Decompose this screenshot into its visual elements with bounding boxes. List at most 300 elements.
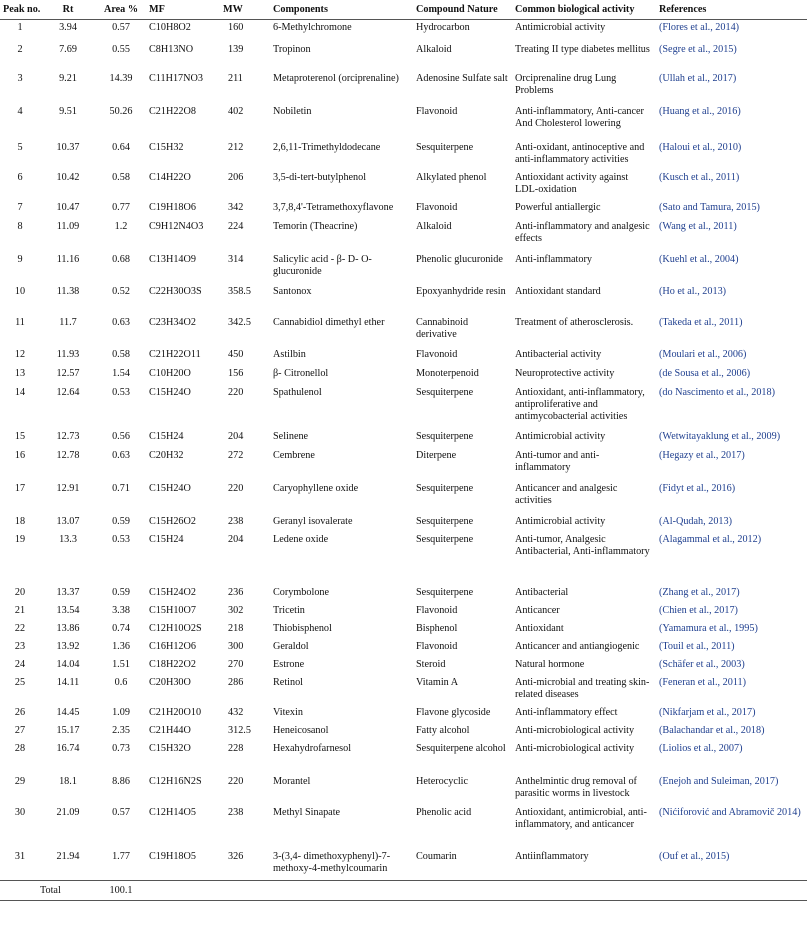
reference-cell[interactable]: (Touil et al., 2011) [659, 640, 735, 652]
table-row [0, 639, 807, 657]
reference-cell[interactable]: (Liolios et al., 2007) [659, 742, 743, 754]
biological-activity-cell: Antioxidant [515, 622, 564, 634]
peak-cell: 25 [14, 676, 26, 688]
biological-activity-cell: Anti-microbiological activity [515, 724, 635, 736]
rt-cell: 21.09 [56, 806, 80, 818]
rt-cell: 13.3 [59, 533, 77, 545]
area-percent-cell: 0.58 [112, 348, 130, 360]
area-percent-cell: 8.86 [112, 775, 130, 787]
molecular-weight-cell: 402 [228, 105, 244, 117]
table-row [0, 723, 807, 741]
rt-cell: 11.16 [56, 253, 80, 265]
compound-nature-cell: Sesquiterpene [416, 386, 474, 398]
component-name-cell: Morantel [273, 775, 311, 787]
compound-nature-cell: Monoterpenoid [416, 367, 479, 379]
reference-cell[interactable]: (Moulari et al., 2006) [659, 348, 747, 360]
area-percent-cell: 0.63 [112, 449, 130, 461]
component-name-cell: Cannabidiol dimethyl ether [273, 316, 385, 328]
molecular-weight-cell: 156 [228, 367, 244, 379]
peak-cell: 6 [17, 171, 23, 183]
table-row [0, 675, 807, 705]
table-row [0, 104, 807, 140]
component-name-cell: Tropinon [273, 43, 311, 55]
biological-activity-cell: Antioxidant, antimicrobial, anti-inflammatory, and anticancer [515, 806, 647, 830]
compound-nature-cell: Bisphenol [416, 622, 458, 634]
table-row [0, 385, 807, 429]
component-name-cell: 3,5-di-tert-butylphenol [273, 171, 367, 183]
rt-cell: 13.92 [56, 640, 80, 652]
compound-nature-cell: Epoxyanhydride resin [416, 285, 506, 297]
rt-cell: 12.78 [56, 449, 80, 461]
rt-cell: 12.91 [56, 482, 80, 494]
molecular-weight-cell: 206 [228, 171, 244, 183]
table-row [0, 71, 807, 104]
area-percent-cell: 0.74 [112, 622, 130, 634]
component-name-cell: Selinene [273, 430, 309, 442]
area-percent-cell: 0.55 [112, 43, 130, 55]
biological-activity-cell: Antimicrobial activity [515, 515, 606, 527]
compound-nature-cell: Sesquiterpene [416, 533, 474, 545]
molecular-formula-cell: C15H24O [149, 386, 191, 398]
table-row [0, 705, 807, 723]
component-name-cell: Corymbolone [273, 586, 330, 598]
col-header-area: Area % [96, 0, 146, 20]
compound-nature-cell: Fatty alcohol [416, 724, 470, 736]
reference-cell[interactable]: (Schäfer et al., 2003) [659, 658, 745, 670]
component-name-cell: Heneicosanol [273, 724, 329, 736]
reference-cell[interactable]: (Segre et al., 2015) [659, 43, 737, 55]
area-percent-cell: 0.57 [112, 806, 130, 818]
rt-cell: 9.51 [59, 105, 77, 117]
molecular-weight-cell: 302 [228, 604, 244, 616]
molecular-weight-cell: 139 [228, 43, 244, 55]
compound-nature-cell: Adenosine Sulfate salt [416, 72, 508, 84]
col-header-rt: Rt [40, 0, 96, 20]
reference-cell[interactable]: (Ullah et al., 2017) [659, 72, 737, 84]
peak-cell: 28 [14, 742, 26, 754]
biological-activity-cell: Anti-oxidant, antinoceptive and anti-inflammatory activities [515, 141, 645, 165]
molecular-weight-cell: 220 [228, 482, 244, 494]
table-row [0, 315, 807, 347]
molecular-weight-cell: 236 [228, 586, 244, 598]
rt-cell: 10.37 [56, 141, 80, 153]
molecular-formula-cell: C12H10O2S [149, 622, 202, 634]
biological-activity-cell: Antioxidant, anti-inflammatory, antiproliferative and antimycobacterial activities [515, 386, 645, 422]
compound-nature-cell: Sesquiterpene [416, 515, 474, 527]
compound-nature-cell: Phenolic acid [416, 806, 472, 818]
area-percent-cell: 1.77 [112, 850, 130, 862]
peak-cell: 20 [14, 586, 26, 598]
table-row [0, 252, 807, 284]
col-header-mf: MF [146, 0, 220, 20]
rt-cell: 11.38 [56, 285, 80, 297]
biological-activity-cell: Orciprenaline drug Lung Problems [515, 72, 617, 96]
biological-activity-cell: Treatment of atherosclerosis. [515, 316, 634, 328]
component-name-cell: Retinol [273, 676, 303, 688]
molecular-formula-cell: C21H22O8 [149, 105, 196, 117]
area-percent-cell: 0.57 [112, 22, 130, 33]
rt-cell: 14.45 [56, 706, 80, 718]
biological-activity-cell: Anti-inflammatory and analgesic effects [515, 220, 650, 244]
component-name-cell: Temorin (Theacrine) [273, 220, 358, 232]
molecular-formula-cell: C9H12N4O3 [149, 220, 204, 232]
biological-activity-cell: Anti-microbial and treating skin-related diseases [515, 676, 650, 700]
component-name-cell: Vitexin [273, 706, 303, 718]
molecular-formula-cell: C14H22O [149, 171, 191, 183]
biological-activity-cell: Anticancer and analgesic activities [515, 482, 618, 506]
compound-nature-cell: Flavone glycoside [416, 706, 491, 718]
component-name-cell: Geranyl isovalerate [273, 515, 353, 527]
compound-nature-cell: Flavonoid [416, 640, 458, 652]
reference-cell[interactable]: (Balachandar et al., 2018) [659, 724, 765, 736]
reference-cell[interactable]: (Haloui et al., 2010) [659, 141, 742, 153]
area-percent-cell: 14.39 [109, 72, 133, 84]
reference-cell[interactable]: (Alagammal et al., 2012) [659, 533, 762, 545]
molecular-formula-cell: C10H8O2 [149, 22, 191, 33]
peak-cell: 8 [17, 220, 23, 232]
molecular-formula-cell: C21H22O11 [149, 348, 201, 360]
biological-activity-cell: Treating II type diabetes mellitus [515, 43, 650, 55]
area-percent-cell: 0.59 [112, 515, 130, 527]
peak-cell: 27 [14, 724, 26, 736]
reference-cell[interactable]: (Sato and Tamura, 2015) [659, 201, 760, 213]
area-percent-cell: 0.52 [112, 285, 130, 297]
reference-cell[interactable]: (Takeda et al., 2011) [659, 316, 743, 328]
molecular-formula-cell: C20H32 [149, 449, 184, 461]
molecular-weight-cell: 204 [228, 430, 244, 442]
component-name-cell: Ledene oxide [273, 533, 329, 545]
area-percent-cell: 0.68 [112, 253, 130, 265]
peak-cell: 11 [15, 316, 25, 328]
area-percent-cell: 0.56 [112, 430, 130, 442]
component-name-cell: Tricetin [273, 604, 305, 616]
component-name-cell: Geraldol [273, 640, 309, 652]
molecular-formula-cell: C11H17NO3 [149, 72, 203, 84]
biological-activity-cell: Anticancer [515, 604, 560, 616]
compound-nature-cell: Sesquiterpene [416, 482, 474, 494]
area-percent-cell: 50.26 [109, 105, 133, 117]
area-percent-cell: 1.54 [112, 367, 130, 379]
component-name-cell: β- Citronellol [273, 367, 329, 379]
reference-cell[interactable]: (Nikfarjam et al., 2017) [659, 706, 756, 718]
molecular-weight-cell: 160 [228, 22, 244, 33]
molecular-formula-cell: C12H14O5 [149, 806, 196, 818]
biological-activity-cell: Antibacterial [515, 586, 569, 598]
reference-cell[interactable]: (Ouf et al., 2015) [659, 850, 730, 862]
molecular-formula-cell: C15H32O [149, 742, 191, 754]
reference-cell[interactable]: (Chien et al., 2017) [659, 604, 738, 616]
molecular-formula-cell: C18H22O2 [149, 658, 196, 670]
molecular-weight-cell: 270 [228, 658, 244, 670]
molecular-formula-cell: C19H18O6 [149, 201, 196, 213]
table-row [0, 140, 807, 170]
table-row [0, 849, 807, 881]
biological-activity-cell: Anticancer and antiangiogenic [515, 640, 640, 652]
biological-activity-cell: Antioxidant standard [515, 285, 601, 297]
molecular-formula-cell: C15H24 [149, 430, 184, 442]
compound-nature-cell: Hydrocarbon [416, 22, 470, 33]
component-name-cell: 2,6,11-Trimethyldodecane [273, 141, 381, 153]
compound-nature-cell: Flavonoid [416, 348, 458, 360]
component-name-cell: Methyl Sinapate [273, 806, 341, 818]
molecular-weight-cell: 218 [228, 622, 244, 634]
table-row [0, 170, 807, 200]
col-header-peak: Peak no. [0, 0, 40, 20]
reference-cell[interactable]: (Ho et al., 2013) [659, 285, 727, 297]
compound-nature-cell: Flavonoid [416, 604, 458, 616]
biological-activity-cell: Antiinflammatory [515, 850, 589, 862]
molecular-weight-cell: 204 [228, 533, 244, 545]
rt-cell: 21.94 [56, 850, 80, 862]
peak-cell: 12 [14, 348, 26, 360]
component-name-cell: 3-(3,4- dimethoxyphenyl)-7-methoxy-4-methylcoumarin [273, 850, 391, 874]
peak-cell: 15 [14, 430, 26, 442]
peak-cell: 19 [14, 533, 26, 545]
biological-activity-cell: Neuroprotective activity [515, 367, 615, 379]
molecular-weight-cell: 314 [228, 253, 244, 265]
biological-activity-cell: Anthelmintic drug removal of parasitic worms in livestock [515, 775, 637, 799]
reference-cell[interactable]: (Kusch et al., 2011) [659, 171, 740, 183]
component-name-cell: 3,7,8,4'-Tetramethoxyflavone [273, 201, 394, 213]
component-name-cell: Thiobisphenol [273, 622, 332, 634]
biological-activity-cell: Anti-inflammatory, Anti-cancer And Cholesterol lowering [515, 105, 644, 129]
compound-nature-cell: Sesquiterpene [416, 141, 474, 153]
molecular-weight-cell: 238 [228, 806, 244, 818]
peak-cell: 26 [14, 706, 26, 718]
component-name-cell: Metaproterenol (orciprenaline) [273, 72, 399, 84]
rt-cell: 14.11 [56, 676, 80, 688]
peak-cell: 7 [17, 201, 23, 213]
molecular-weight-cell: 432 [228, 706, 244, 718]
molecular-weight-cell: 286 [228, 676, 244, 688]
peak-cell: 1 [17, 22, 23, 33]
compound-nature-cell: Alkaloid [416, 220, 452, 232]
rt-cell: 11.93 [56, 348, 80, 360]
table-row [0, 429, 807, 448]
component-name-cell: Santonox [273, 285, 312, 297]
total-area: 100.1 [96, 881, 146, 901]
rt-cell: 12.57 [56, 367, 80, 379]
area-percent-cell: 0.71 [112, 482, 130, 494]
reference-cell[interactable]: (Al-Qudah, 2013) [659, 515, 732, 527]
reference-cell[interactable]: (de Sousa et al., 2006) [659, 367, 751, 379]
table-row [0, 532, 807, 585]
compound-nature-cell: Sesquiterpene [416, 430, 474, 442]
peak-cell: 30 [14, 806, 26, 818]
table-row [0, 481, 807, 514]
peak-cell: 13 [14, 367, 26, 379]
rt-cell: 10.42 [56, 171, 80, 183]
total-label: Total [0, 881, 96, 901]
component-name-cell: Hexahydrofarnesol [273, 742, 352, 754]
area-percent-cell: 1.09 [112, 706, 130, 718]
molecular-weight-cell: 228 [228, 742, 244, 754]
reference-cell[interactable]: (Fidyt et al., 2016) [659, 482, 736, 494]
rt-cell: 13.07 [56, 515, 80, 527]
compound-nature-cell: Vitamin A [416, 676, 459, 688]
area-percent-cell: 0.53 [112, 533, 130, 545]
area-percent-cell: 1.36 [112, 640, 130, 652]
rt-cell: 10.47 [56, 201, 80, 213]
molecular-weight-cell: 300 [228, 640, 244, 652]
total-row [0, 881, 807, 901]
compound-nature-cell: Flavonoid [416, 201, 458, 213]
peak-cell: 29 [14, 775, 26, 787]
molecular-formula-cell: C15H32 [149, 141, 184, 153]
reference-cell[interactable]: (Feneran et al., 2011) [659, 676, 747, 688]
area-percent-cell: 0.59 [112, 586, 130, 598]
component-name-cell: Salicylic acid - β- D- O-glucuronide [273, 253, 372, 277]
reference-cell[interactable]: (Wetwitayaklung et al., 2009) [659, 430, 781, 442]
reference-cell[interactable]: (do Nascimento et al., 2018) [659, 386, 775, 398]
biological-activity-cell: Powerful antiallergic [515, 201, 601, 213]
compound-nature-cell: Diterpene [416, 449, 457, 461]
table-row [0, 219, 807, 252]
reference-cell[interactable]: (Huang et al., 2016) [659, 105, 741, 117]
area-percent-cell: 0.58 [112, 171, 130, 183]
peak-cell: 18 [14, 515, 26, 527]
molecular-formula-cell: C15H24 [149, 533, 184, 545]
reference-cell[interactable]: (Flores et al., 2014) [659, 22, 740, 33]
area-percent-cell: 3.38 [112, 604, 130, 616]
table-row [0, 514, 807, 532]
col-header-activity: Common biological activity [512, 0, 656, 20]
rt-cell: 12.64 [56, 386, 80, 398]
rt-cell: 18.1 [59, 775, 77, 787]
area-percent-cell: 0.63 [112, 316, 130, 328]
area-percent-cell: 1.2 [114, 220, 128, 232]
peak-cell: 16 [14, 449, 26, 461]
molecular-formula-cell: C12H16N2S [149, 775, 202, 787]
biological-activity-cell: Antimicrobial activity [515, 430, 606, 442]
molecular-formula-cell: C15H24O [149, 482, 191, 494]
table-row [0, 621, 807, 639]
molecular-weight-cell: 342 [228, 201, 244, 213]
molecular-formula-cell: C15H24O2 [149, 586, 196, 598]
molecular-weight-cell: 238 [228, 515, 244, 527]
peak-cell: 2 [17, 43, 23, 55]
reference-cell[interactable]: (Wang et al., 2011) [659, 220, 737, 232]
compound-nature-cell: Steroid [416, 658, 446, 670]
table-row [0, 585, 807, 603]
table-row [0, 741, 807, 774]
peak-cell: 3 [17, 72, 23, 84]
molecular-weight-cell: 220 [228, 775, 244, 787]
molecular-formula-cell: C8H13NO [149, 43, 194, 55]
reference-cell[interactable]: (Nićiforović and Abramovič 2014) [659, 806, 801, 818]
molecular-weight-cell: 211 [228, 72, 243, 84]
peak-cell: 21 [14, 604, 26, 616]
reference-cell[interactable]: (Enejoh and Suleiman, 2017) [659, 775, 779, 787]
col-header-references: References [656, 0, 807, 20]
component-name-cell: Nobiletin [273, 105, 312, 117]
molecular-formula-cell: C15H10O7 [149, 604, 196, 616]
col-header-components: Components [270, 0, 413, 20]
peak-cell: 24 [14, 658, 26, 670]
peak-cell: 31 [14, 850, 26, 862]
molecular-formula-cell: C20H30O [149, 676, 191, 688]
biological-activity-cell: Antibacterial activity [515, 348, 602, 360]
area-percent-cell: 0.6 [114, 676, 128, 688]
rt-cell: 13.86 [56, 622, 80, 634]
area-percent-cell: 0.77 [112, 201, 130, 213]
compound-nature-cell: Cannabinoid derivative [416, 316, 469, 340]
biological-activity-cell: Antioxidant activity against LDL-oxidation [515, 171, 629, 195]
reference-cell[interactable]: (Yamamura et al., 1995) [659, 622, 758, 634]
compound-nature-cell: Heterocyclic [416, 775, 469, 787]
molecular-formula-cell: C22H30O3S [149, 285, 202, 297]
rt-cell: 12.73 [56, 430, 80, 442]
peak-cell: 17 [14, 482, 26, 494]
biological-activity-cell: Antimicrobial activity [515, 22, 606, 33]
peak-cell: 14 [14, 386, 26, 398]
molecular-formula-cell: C21H20O10 [149, 706, 202, 718]
table-row [0, 42, 807, 71]
component-name-cell: Spathulenol [273, 386, 322, 398]
biological-activity-cell: Anti-microbiological activity [515, 742, 635, 754]
molecular-weight-cell: 272 [228, 449, 244, 461]
molecular-formula-cell: C16H12O6 [149, 640, 196, 652]
peak-cell: 10 [14, 285, 26, 297]
compound-nature-cell: Flavonoid [416, 105, 458, 117]
col-header-mw: MW [220, 0, 270, 20]
table-row [0, 805, 807, 849]
header-row [0, 0, 807, 20]
molecular-weight-cell: 342.5 [228, 316, 251, 328]
area-percent-cell: 0.73 [112, 742, 130, 754]
reference-cell[interactable]: (Kuehl et al., 2004) [659, 253, 739, 265]
rt-cell: 13.37 [56, 586, 80, 598]
molecular-formula-cell: C13H14O9 [149, 253, 196, 265]
component-name-cell: Caryophyllene oxide [273, 482, 359, 494]
area-percent-cell: 0.64 [112, 141, 130, 153]
reference-cell[interactable]: (Zhang et al., 2017) [659, 586, 740, 598]
compound-nature-cell: Sesquiterpene [416, 586, 474, 598]
table-row [0, 347, 807, 366]
rt-cell: 11.7 [59, 316, 77, 328]
molecular-formula-cell: C23H34O2 [149, 316, 196, 328]
molecular-weight-cell: 326 [228, 850, 244, 862]
rt-cell: 7.69 [59, 43, 77, 55]
table-row [0, 366, 807, 385]
biological-activity-cell: Natural hormone [515, 658, 585, 670]
molecular-formula-cell: C15H26O2 [149, 515, 196, 527]
compound-nature-cell: Coumarin [416, 850, 457, 862]
reference-cell[interactable]: (Hegazy et al., 2017) [659, 449, 745, 461]
table-row [0, 657, 807, 675]
table-row [0, 20, 807, 42]
molecular-weight-cell: 358.5 [228, 285, 251, 297]
table-row [0, 200, 807, 219]
compound-nature-cell: Sesquiterpene alcohol [416, 742, 506, 754]
peak-cell: 9 [17, 253, 23, 265]
rt-cell: 16.74 [56, 742, 80, 754]
rt-cell: 3.94 [59, 22, 77, 33]
biological-activity-cell: Anti-inflammatory effect [515, 706, 618, 718]
molecular-weight-cell: 212 [228, 141, 244, 153]
table-row [0, 603, 807, 621]
biological-activity-cell: Anti-inflammatory [515, 253, 592, 265]
component-name-cell: Cembrene [273, 449, 315, 461]
molecular-weight-cell: 312.5 [228, 724, 251, 736]
table-row [0, 774, 807, 805]
component-name-cell: Estrone [273, 658, 305, 670]
component-name-cell: Astilbin [273, 348, 306, 360]
molecular-weight-cell: 220 [228, 386, 244, 398]
area-percent-cell: 2.35 [112, 724, 130, 736]
peak-cell: 23 [14, 640, 26, 652]
molecular-formula-cell: C10H20O [149, 367, 191, 379]
